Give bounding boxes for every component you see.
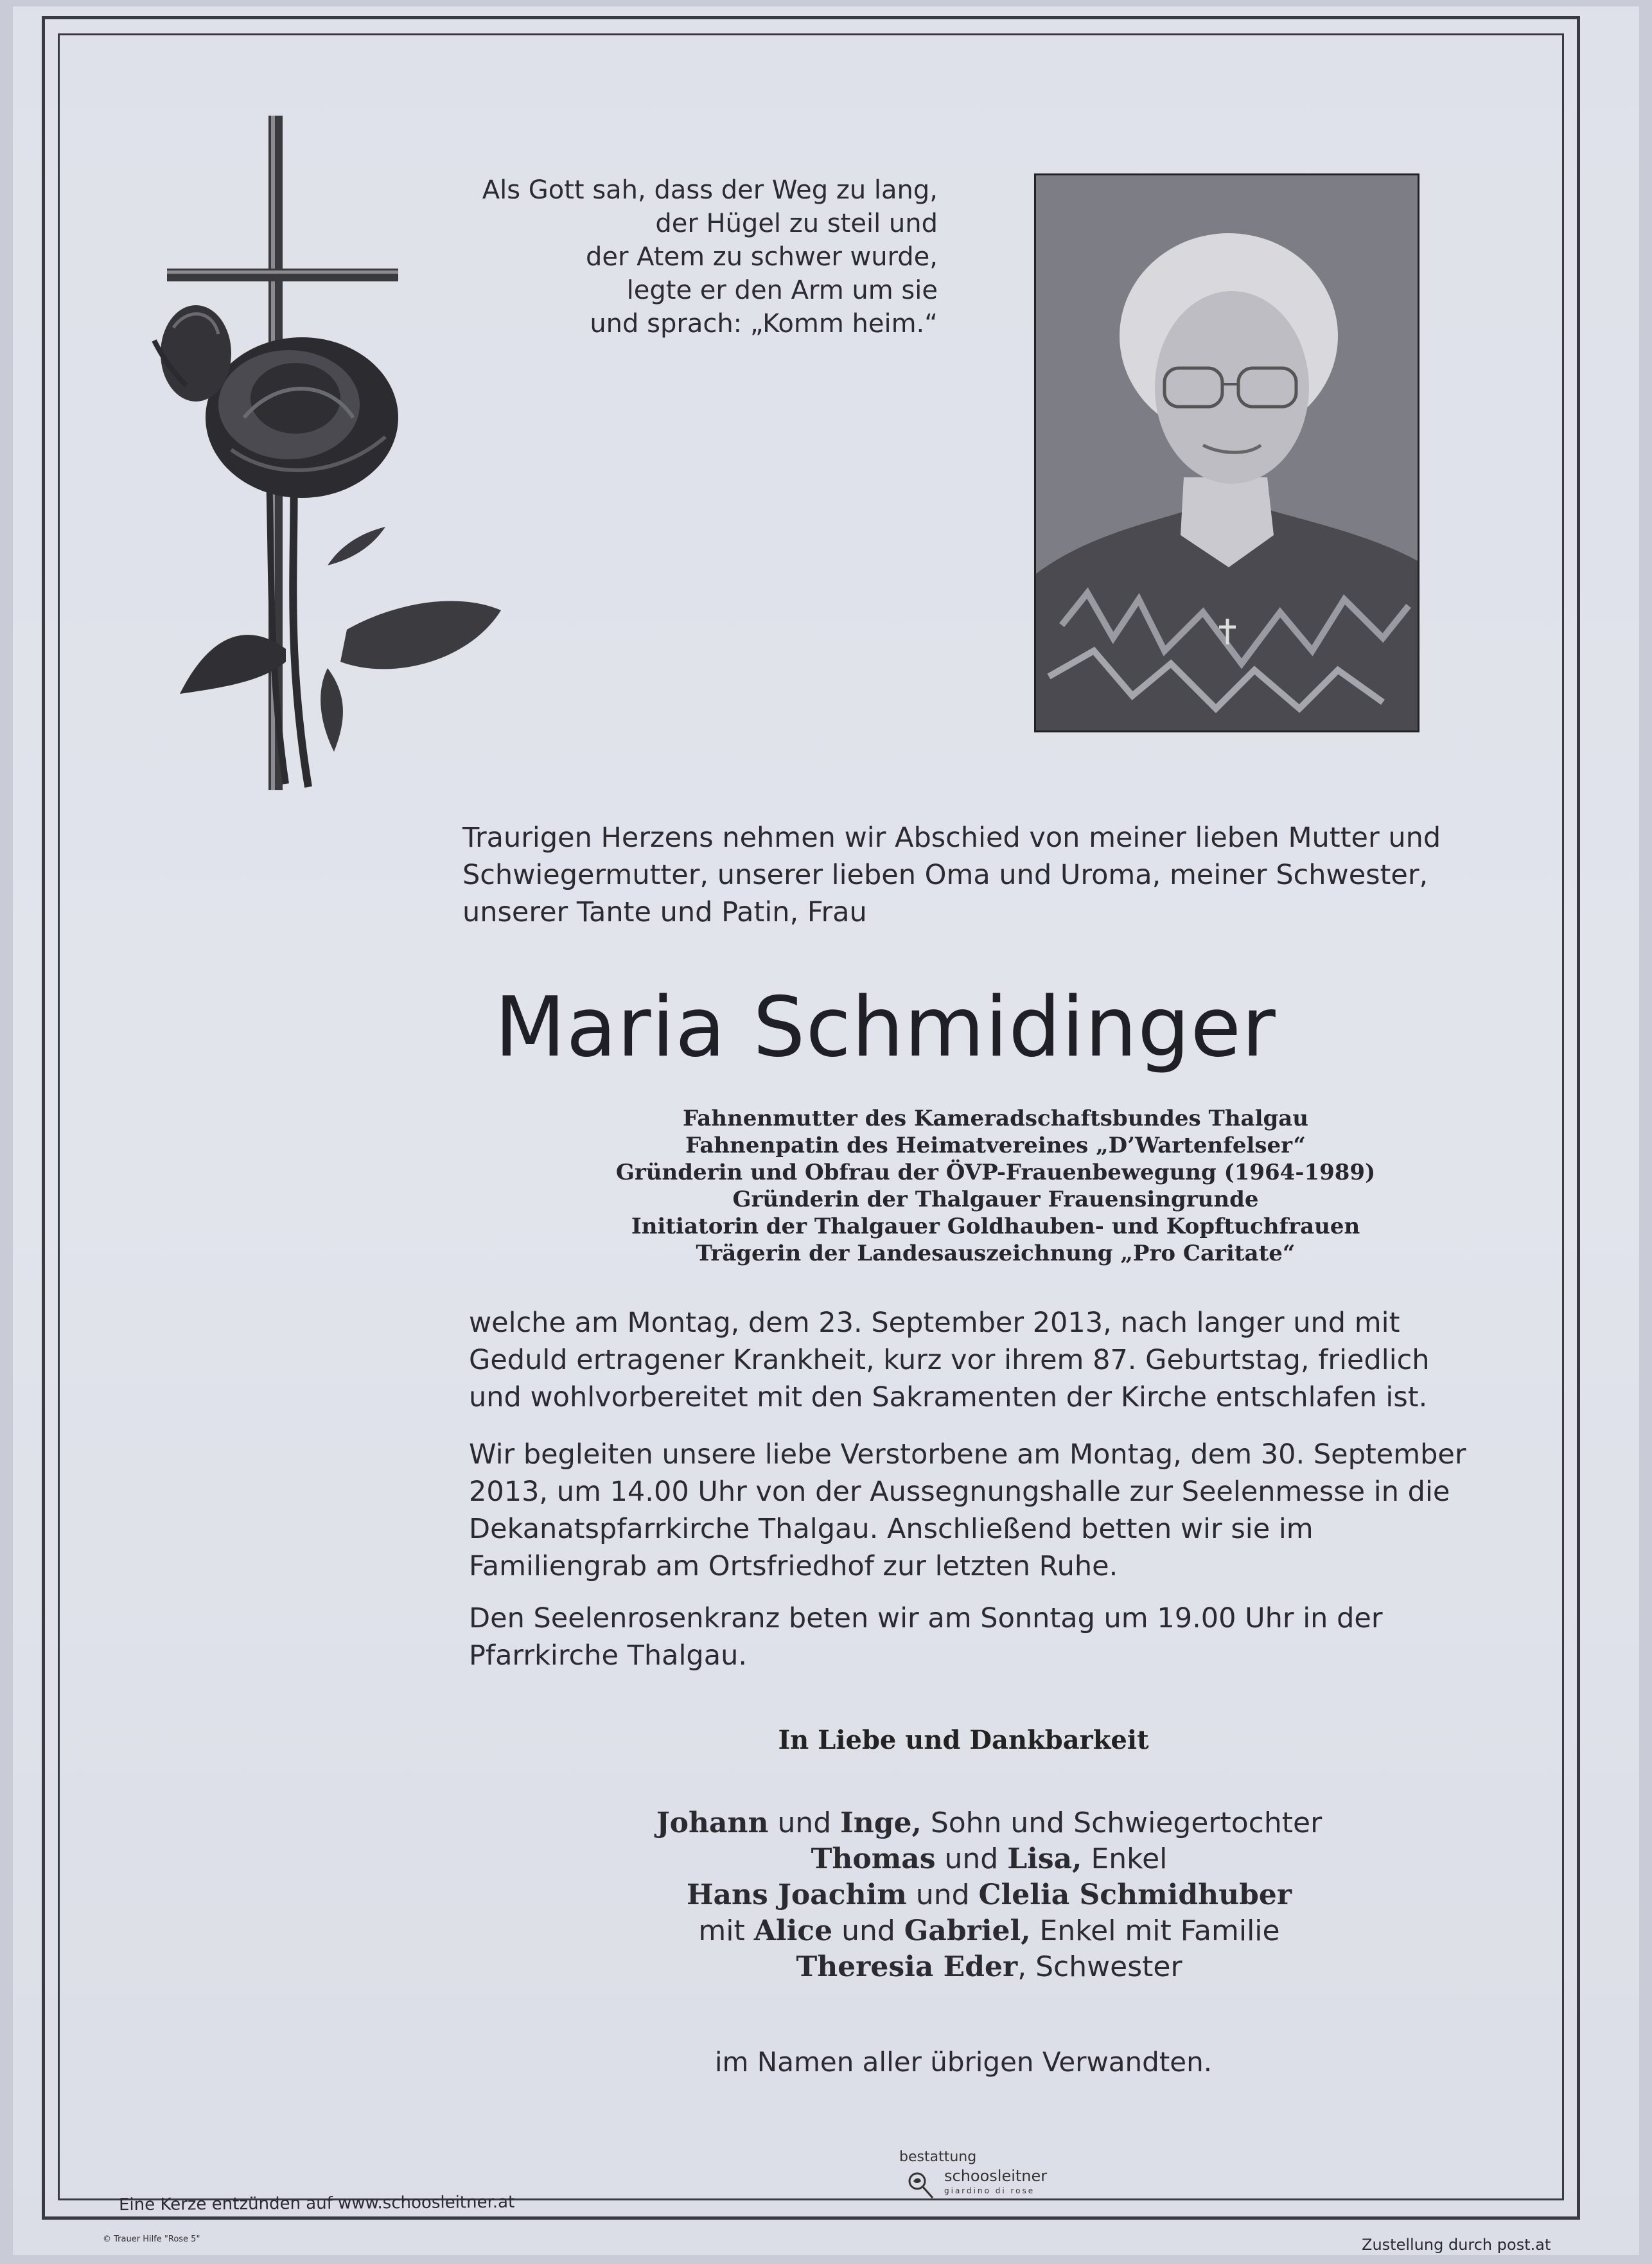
delivery-note: Zustellung durch post.at: [1362, 2236, 1551, 2254]
family-name: Thomas: [811, 1843, 936, 1875]
family-line: [546, 1841, 1432, 1877]
family-name: Alice: [753, 1915, 833, 1947]
paragraph-line: Wir begleiten unsere liebe Verstorbene am Montag, dem 30. September: [469, 1438, 1466, 1471]
poem-line: der Hügel zu steil und: [655, 209, 938, 238]
funeral-paragraph: [469, 1436, 1466, 1585]
family-line: [546, 1949, 1432, 1985]
intro-line: unserer Tante und Patin, Frau: [462, 896, 867, 928]
logo-line: schoosleitner: [944, 2167, 1048, 2185]
paragraph-line: Den Seelenrosenkranz beten wir am Sonntag um 19.00 Uhr in der: [469, 1602, 1383, 1634]
honor-item: Fahnenmutter des Kameradschaftsbundes Thalgau: [682, 1106, 1309, 1131]
family-line: [546, 1913, 1432, 1949]
family-line: [546, 1877, 1432, 1913]
family-relation: Enkel mit Familie: [1030, 1915, 1280, 1947]
funeral-home-logo: [899, 2149, 1053, 2200]
intro-text: [462, 819, 1452, 931]
family-list: [546, 1805, 1432, 1985]
logo-line: giardino di rose: [944, 2186, 1035, 2195]
intro-line: Traurigen Herzens nehmen wir Abschied von meiner lieben Mutter und: [462, 822, 1441, 854]
family-relation: , Schwester: [1017, 1950, 1182, 1983]
family-name: Clelia Schmidhuber: [978, 1879, 1292, 1911]
poem-line: Als Gott sah, dass der Weg zu lang,: [482, 175, 938, 205]
paragraph-line: Geduld ertragener Krankheit, kurz vor ihrem 87. Geburtstag, friedlich: [469, 1344, 1430, 1376]
family-name: Theresia Eder: [796, 1950, 1018, 1983]
family-name: Lisa,: [1007, 1843, 1082, 1875]
family-connector: und: [906, 1879, 979, 1911]
logo-line: bestattung: [899, 2149, 977, 2165]
family-name: Hans Joachim: [686, 1879, 907, 1911]
poem-line: und sprach: „Komm heim.“: [590, 309, 938, 339]
honor-item: Fahnenpatin des Heimatvereines „D’Wartenfelser“: [685, 1133, 1306, 1158]
family-relation: Enkel: [1082, 1843, 1168, 1875]
family-line: [546, 1805, 1432, 1841]
deceased-name: Maria Schmidinger: [495, 980, 1276, 1075]
paragraph-line: Pfarrkirche Thalgau.: [469, 1640, 748, 1672]
closing-line: im Namen aller übrigen Verwandten.: [714, 2046, 1213, 2078]
honor-item: Gründerin und Obfrau der ÖVP-Frauenbewegung (1964-1989): [615, 1160, 1376, 1185]
candle-link[interactable]: Eine Kerze entzünden auf www.schoosleitner.at: [118, 2192, 515, 2215]
paragraph-line: und wohlvorbereitet mit den Sakramenten der Kirche entschlafen ist.: [469, 1381, 1428, 1413]
death-notice-paragraph: [469, 1304, 1445, 1416]
rose-logo-icon: [906, 2170, 938, 2202]
poem-line: legte er den Arm um sie: [626, 276, 938, 305]
poem-line: der Atem zu schwer wurde,: [585, 242, 938, 272]
paragraph-line: Familiengrab am Ortsfriedhof zur letzten Ruhe.: [469, 1550, 1118, 1582]
family-connector: und: [935, 1843, 1008, 1875]
family-name: Johann: [656, 1807, 769, 1839]
portrait-photo: [1034, 173, 1419, 732]
family-connector: und: [832, 1915, 904, 1947]
family-name: Inge,: [840, 1807, 922, 1839]
paragraph-line: 2013, um 14.00 Uhr von der Aussegnungshalle zur Seelenmesse in die: [469, 1476, 1450, 1508]
gratitude-heading: In Liebe und Dankbarkeit: [778, 1725, 1149, 1755]
honor-item: Trägerin der Landesauszeichnung „Pro Caritate“: [696, 1241, 1296, 1266]
honors-list: [565, 1105, 1426, 1267]
family-connector: mit: [698, 1915, 754, 1947]
family-relation: Sohn und Schwiegertochter: [921, 1807, 1322, 1839]
honor-item: Gründerin der Thalgauer Frauensingrunde: [732, 1187, 1259, 1212]
family-name: Gabriel,: [904, 1915, 1031, 1947]
paragraph-line: Dekanatspfarrkirche Thalgau. Anschließend betten wir sie im: [469, 1513, 1314, 1545]
copyright: © Trauer Hilfe "Rose 5": [103, 2234, 200, 2244]
paragraph-line: welche am Montag, dem 23. September 2013, nach langer und mit: [469, 1307, 1400, 1339]
family-connector: und: [768, 1807, 841, 1839]
honor-item: Initiatorin der Thalgauer Goldhauben- und Kopftuchfrauen: [631, 1214, 1360, 1239]
poem: [385, 173, 938, 340]
rosary-paragraph: [469, 1600, 1445, 1674]
intro-line: Schwiegermutter, unserer lieben Oma und Uroma, meiner Schwester,: [462, 859, 1428, 891]
